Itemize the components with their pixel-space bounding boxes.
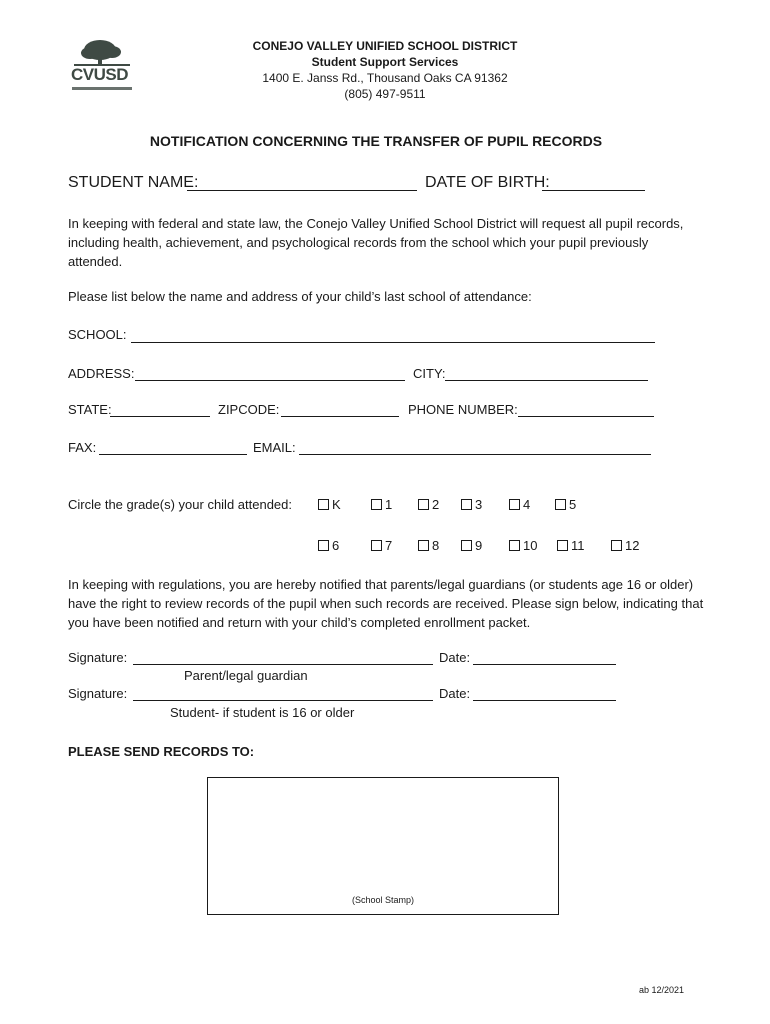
student-caption: Student- if student is 16 or older	[170, 705, 355, 720]
grade-checkbox[interactable]: 6	[318, 538, 339, 553]
school-label: SCHOOL:	[68, 327, 127, 342]
logo-tagline-bar	[72, 87, 132, 90]
district-address: 1400 E. Janss Rd., Thousand Oaks CA 91362	[262, 71, 508, 85]
district-name: CONEJO VALLEY UNIFIED SCHOOL DISTRICT	[252, 39, 518, 53]
revision-note: ab 12/2021	[639, 985, 685, 995]
student-date-field[interactable]	[473, 700, 616, 701]
form-title: NOTIFICATION CONCERNING THE TRANSFER OF PUPIL RECORDS	[149, 133, 603, 149]
list-instruction: Please list below the name and address of your child’s last school of attendance:	[68, 289, 532, 304]
dob-label: DATE OF BIRTH:	[425, 174, 550, 191]
phone-label: PHONE NUMBER:	[408, 402, 518, 417]
grades-label: Circle the grade(s) your child attended:	[68, 497, 293, 512]
student-name-field[interactable]	[187, 190, 417, 191]
grade-checkbox[interactable]: 10	[509, 538, 537, 553]
stamp-caption: (School Stamp)	[351, 895, 415, 905]
grade-checkbox[interactable]: 3	[461, 497, 482, 512]
grade-checkbox[interactable]: K	[318, 497, 341, 512]
email-field[interactable]	[299, 454, 651, 455]
district-phone: (805) 497-9511	[344, 87, 426, 101]
email-label: EMAIL:	[253, 440, 296, 455]
zipcode-field[interactable]	[281, 416, 399, 417]
checkbox-icon	[418, 499, 429, 510]
checkbox-icon	[318, 540, 329, 551]
grade-checkbox[interactable]: 4	[509, 497, 530, 512]
zipcode-label: ZIPCODE:	[218, 402, 280, 417]
grade-checkbox[interactable]: 11	[557, 538, 585, 553]
checkbox-icon	[461, 540, 472, 551]
logo-text: CVUSD	[71, 65, 129, 84]
state-field[interactable]	[110, 416, 210, 417]
school-field[interactable]	[131, 342, 655, 343]
checkbox-icon	[611, 540, 622, 551]
address-label: ADDRESS:	[68, 366, 135, 381]
checkbox-icon	[557, 540, 568, 551]
checkbox-icon	[509, 540, 520, 551]
grade-checkbox[interactable]: 9	[461, 538, 482, 553]
parent-signature-field[interactable]	[133, 664, 433, 665]
district-logo	[70, 36, 136, 94]
grade-checkbox[interactable]: 2	[418, 497, 439, 512]
rights-paragraph: In keeping with regulations, you are hereby notified that parents/legal guardians (or students age 16 or older) have the right to review records of the pupil when such records are received. Please sign below, indicating that you have been notified and return with your child’s completed enrollment packet.	[68, 577, 704, 630]
letterhead	[230, 38, 540, 102]
checkbox-icon	[318, 499, 329, 510]
address-field[interactable]	[135, 380, 405, 381]
send-records-label: PLEASE SEND RECORDS TO:	[68, 744, 255, 759]
checkbox-icon	[509, 499, 520, 510]
grade-checkbox[interactable]: 1	[371, 497, 392, 512]
student-date-label: Date:	[439, 686, 471, 701]
fax-label: FAX:	[68, 440, 97, 455]
phone-field[interactable]	[518, 416, 654, 417]
checkbox-icon	[371, 540, 382, 551]
checkbox-icon	[461, 499, 472, 510]
department-name: Student Support Services	[311, 55, 459, 69]
checkbox-icon	[418, 540, 429, 551]
city-field[interactable]	[445, 380, 648, 381]
dob-field[interactable]	[542, 190, 645, 191]
grade-checkbox[interactable]: 12	[611, 538, 639, 553]
grade-checkbox[interactable]: 8	[418, 538, 439, 553]
checkbox-icon	[371, 499, 382, 510]
state-label: STATE:	[68, 402, 112, 417]
grade-checkbox[interactable]: 5	[555, 497, 576, 512]
parent-date-label: Date:	[439, 650, 471, 665]
checkbox-icon	[555, 499, 566, 510]
student-signature-field[interactable]	[133, 700, 433, 701]
school-stamp-box	[207, 777, 559, 915]
parent-signature-label: Signature:	[68, 650, 128, 665]
city-label: CITY:	[413, 366, 446, 381]
student-name-label: STUDENT NAME:	[68, 174, 199, 191]
grade-checkbox[interactable]: 7	[371, 538, 392, 553]
parent-caption: Parent/legal guardian	[184, 668, 308, 683]
student-signature-label: Signature:	[68, 686, 128, 701]
parent-date-field[interactable]	[473, 664, 616, 665]
intro-paragraph: In keeping with federal and state law, the Conejo Valley Unified School District will request all pupil records, including health, achievement, and psychological records from the school which your pupil previously attended.	[68, 216, 684, 269]
fax-field[interactable]	[99, 454, 247, 455]
